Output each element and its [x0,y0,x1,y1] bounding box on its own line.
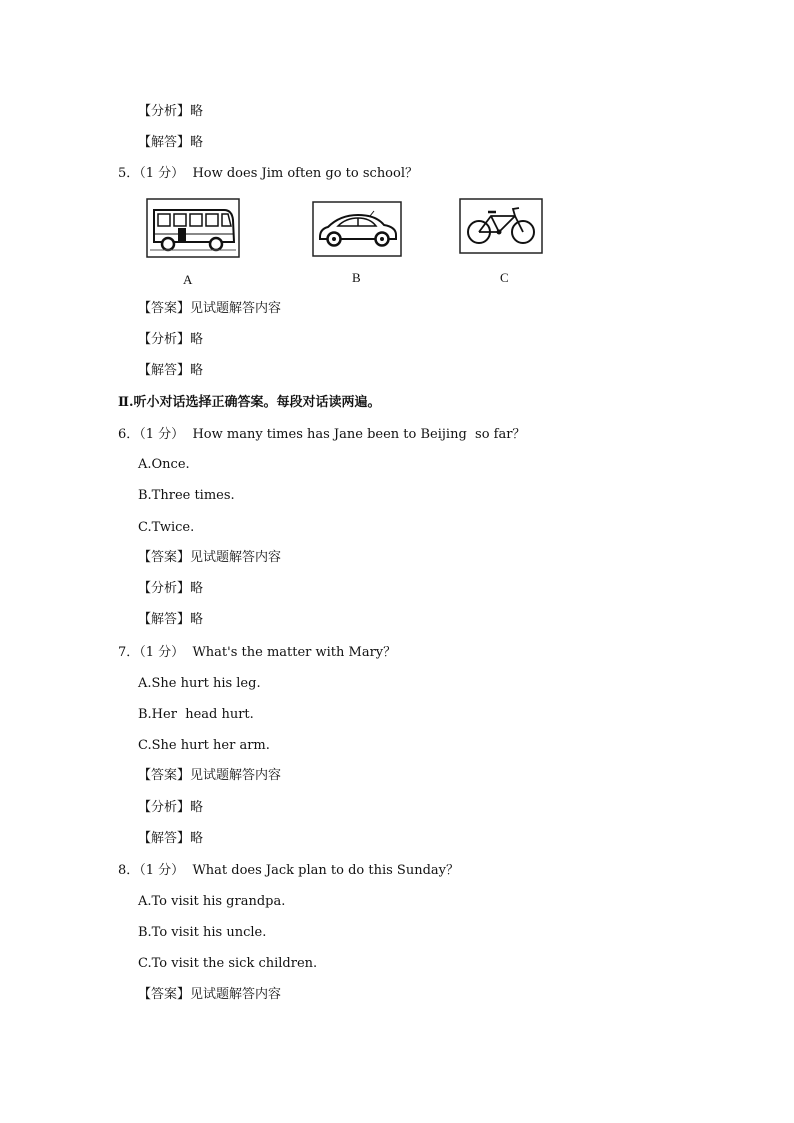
q8-option-a: A.To visit his grandpa. [138,894,286,909]
q7-option-b: B.Her head hurt. [138,707,254,722]
q6-stem: 6．（1 分） How many times has Jane been to Beijing so far？ [118,427,526,442]
q5-analysis: 【分析】略 [138,332,204,347]
q4-analysis: 【分析】略 [138,104,204,119]
q6-option-c: C.Twice. [138,520,195,535]
bicycle-icon [459,198,543,254]
car-icon [312,201,402,257]
q6-key: 【答案】见试题解答内容 [138,550,282,565]
q8-option-c: C.To visit the sick children. [138,956,318,971]
section-title: Ⅱ.听小对话选择正确答案。每段对话读两遍。 [118,395,381,410]
q6-answer: 【解答】略 [138,612,204,627]
q6-analysis: 【分析】略 [138,581,204,596]
q7-analysis: 【分析】略 [138,800,204,815]
option-a-label: A [183,272,193,287]
q7-stem: 7．（1 分） What's the matter with Mary？ [118,645,397,660]
option-b-label: B [352,270,361,285]
q7-option-a: A.She hurt his leg. [138,676,261,691]
q4-answer: 【解答】略 [138,135,204,150]
q5-stem: 5．（1 分） How does Jim often go to school？ [118,166,418,181]
q8-option-b: B.To visit his uncle. [138,925,267,940]
q5-answer: 【解答】略 [138,363,204,378]
q8-stem: 8．（1 分） What does Jack plan to do this Sunday？ [118,863,460,878]
q7-option-c: C.She hurt her arm. [138,738,270,753]
bus-icon [146,198,240,258]
q6-option-a: A.Once. [138,457,190,472]
q7-key: 【答案】见试题解答内容 [138,768,282,783]
q6-option-b: B.Three times. [138,488,235,503]
q8-key: 【答案】见试题解答内容 [138,987,282,1002]
option-c-label: C [500,270,509,285]
q5-key: 【答案】见试题解答内容 [138,301,282,316]
q7-answer: 【解答】略 [138,831,204,846]
